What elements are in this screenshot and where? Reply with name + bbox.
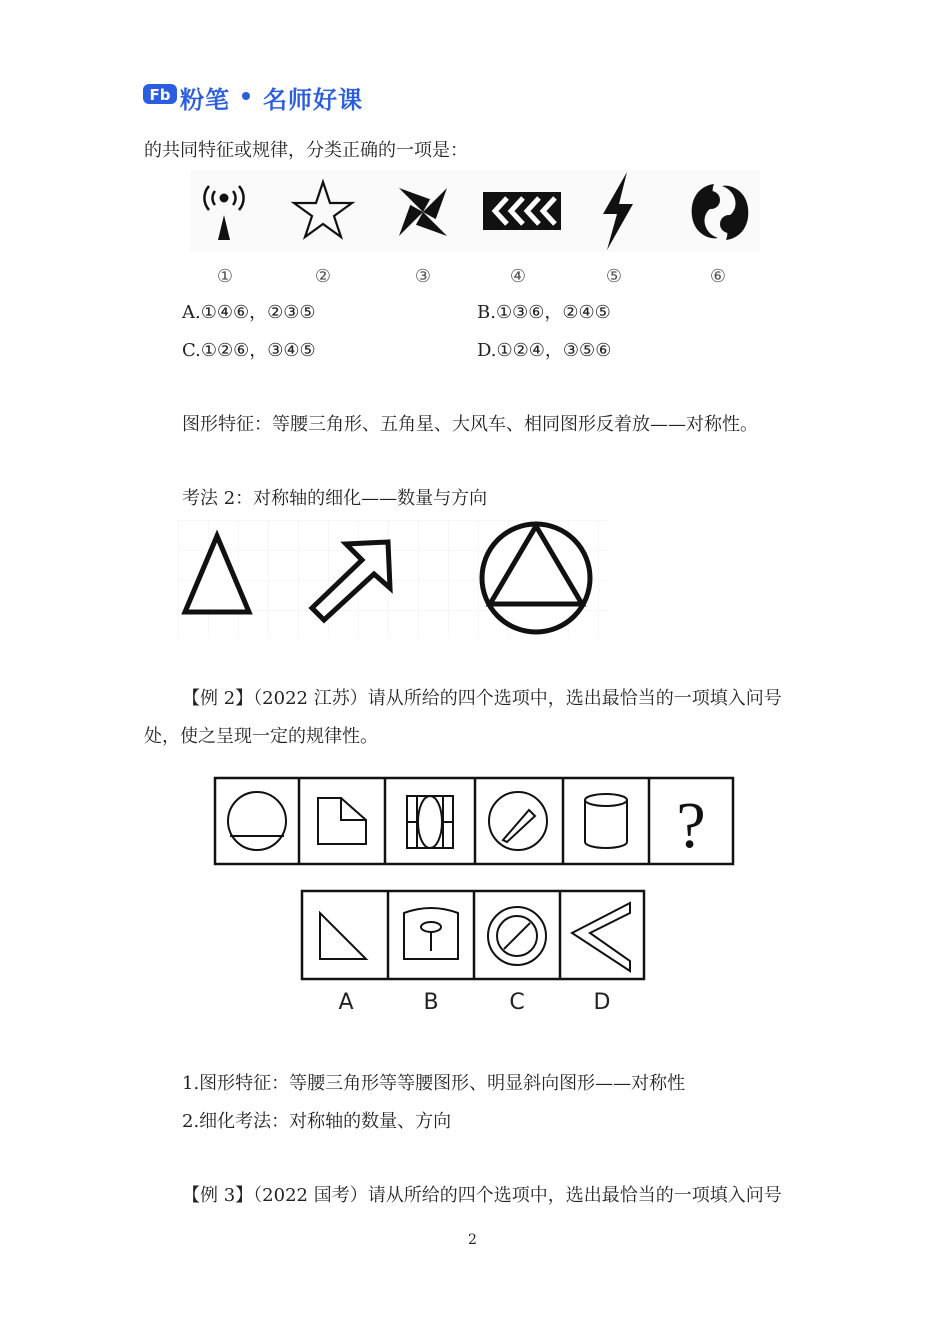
example-2-sequence (213, 776, 737, 868)
symmetry-axis-figures (178, 520, 608, 638)
option-label-d: D (593, 990, 611, 1015)
example-2-line1: 【例 2】（2022 江苏）请从所给的四个选项中，选出最恰当的一项填入问号 (182, 688, 782, 709)
option-label-c: C (509, 990, 525, 1015)
method-heading: 考法 2：对称轴的细化——数量与方向 (182, 488, 488, 509)
example-2-options (300, 889, 650, 983)
brand-logo-icon (142, 82, 178, 106)
brand-tagline: 名师好课 (263, 86, 363, 114)
brand-separator-dot (242, 92, 250, 100)
q1-label: ⑥ (709, 266, 727, 287)
brand-name: 粉笔 (180, 86, 230, 114)
q1-label: ④ (509, 266, 527, 287)
summary-line-2: 2.细化考法：对称轴的数量、方向 (182, 1111, 452, 1132)
option-c: C.①②⑥，③④⑤ (182, 340, 316, 361)
q1-label: ③ (414, 266, 432, 287)
feature-text: 图形特征：等腰三角形、五角星、大风车、相同图形反着放——对称性。 (182, 414, 758, 435)
page-number: 2 (468, 1232, 477, 1248)
intro-line: 的共同特征或规律，分类正确的一项是： (144, 140, 468, 161)
q1-label: ② (314, 266, 332, 287)
option-b: B.①③⑥，②④⑤ (477, 302, 611, 323)
prohibition-circle-icon (488, 907, 546, 965)
example-2-line2: 处，使之呈现一定的规律性。 (144, 726, 378, 747)
chevron-band-icon (483, 192, 561, 230)
option-a: A.①④⑥，②③⑤ (182, 302, 316, 323)
brand-logo-mark: Fb (149, 86, 171, 104)
triangle-in-circle-icon (482, 524, 590, 632)
option-d: D.①②④，③⑤⑥ (477, 340, 612, 361)
q1-figure-strip (190, 170, 760, 252)
option-label-a: A (338, 990, 354, 1015)
option-label-b: B (423, 990, 439, 1015)
q1-label: ⑤ (605, 266, 623, 287)
summary-line-1: 1.图形特征：等腰三角形等等腰图形、明显斜向图形——对称性 (182, 1073, 686, 1094)
example-3-line1: 【例 3】（2022 国考）请从所给的四个选项中，选出最恰当的一项填入问号 (182, 1185, 782, 1206)
question-mark: ? (676, 789, 706, 862)
q1-label: ① (216, 266, 234, 287)
